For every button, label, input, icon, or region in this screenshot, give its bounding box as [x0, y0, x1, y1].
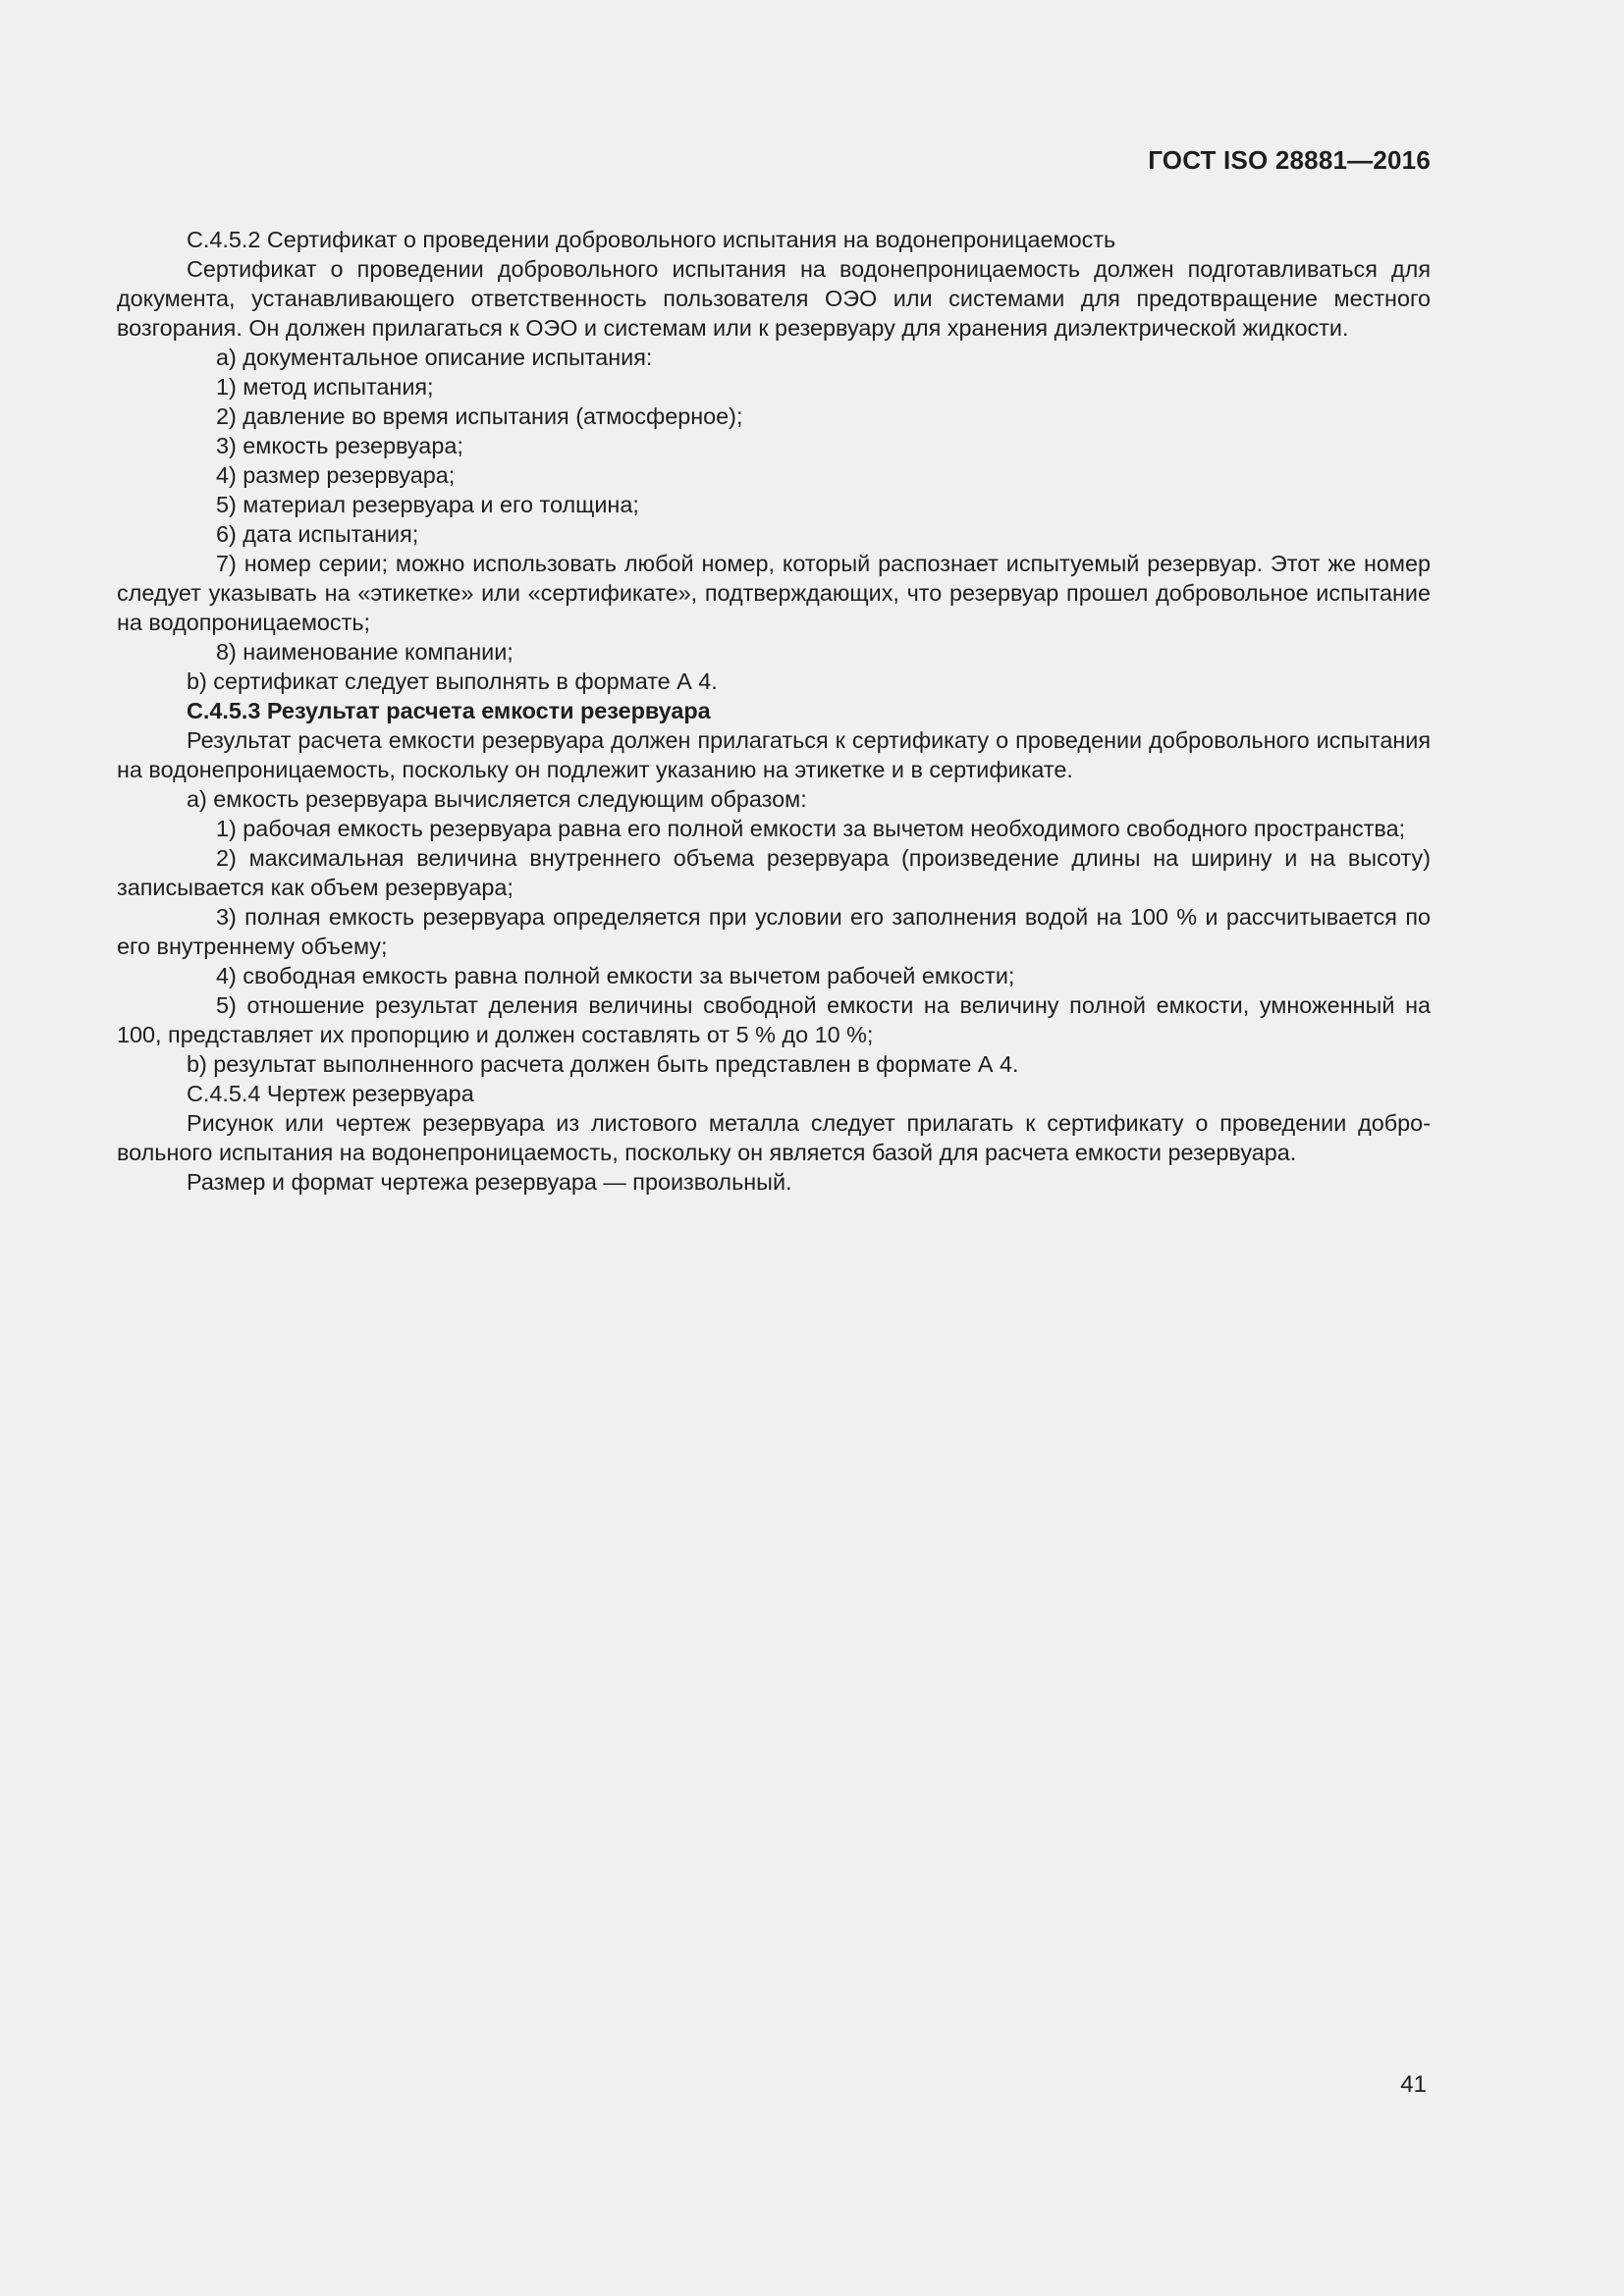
list-item: 1) рабочая емкость резервуара равна его полной емкости за вычетом необходимого свободного пространства; — [216, 816, 1406, 841]
list-item: а) документальное описание испытания: — [216, 345, 653, 370]
document-body — [117, 225, 1431, 1197]
list-item: 3) полная емкость резервуара определяется при условии его заполнения водой на 100 % и рассчитывается по его внутреннему объему; — [117, 904, 1431, 959]
list-item: 5) материал резервуара и его толщина; — [216, 492, 639, 517]
list-item: b) сертификат следует выполнять в формате А 4. — [187, 668, 718, 694]
list-item: 6) дата испытания; — [216, 521, 419, 547]
body-paragraph: Размер и формат чертежа резервуара — произвольный. — [187, 1169, 792, 1195]
section-heading: C.4.5.2 Сертификат о проведении добровольного испытания на водонепроницаемость — [187, 227, 1116, 252]
body-paragraph: Сертификат о проведении добровольного испытания на водонепроницаемость должен подготавливаться для документа, устанавливающего ответственность пользователя ОЭО или системами для предотвращение местного возгорания. Он должен прилагаться к ОЭО и системам или к резервуару для хранения диэлектрической жидкости. — [117, 256, 1431, 341]
list-item: 2) давление во время испытания (атмосферное); — [216, 403, 743, 429]
list-item: 8) наименование компании; — [216, 639, 514, 665]
list-item: 1) метод испытания; — [216, 374, 434, 400]
section-heading: С.4.5.4 Чертеж резервуара — [187, 1081, 474, 1106]
list-item: 4) свободная емкость равна полной емкости за вычетом рабочей емкости; — [216, 963, 1015, 988]
list-item: 3) емкость резервуара; — [216, 433, 463, 458]
section-heading: С.4.5.3 Результат расчета емкости резервуара — [187, 698, 711, 723]
list-item: а) емкость резервуара вычисляется следующим образом: — [187, 786, 807, 812]
list-item: b) результат выполненного расчета должен быть представлен в формате А 4. — [187, 1051, 1019, 1077]
page-number: 41 — [1400, 2071, 1427, 2098]
list-item: 2) максимальная величина внутреннего объема резервуара (произведение длины на ширину и на высоту) записывается как объем резервуара; — [117, 845, 1431, 900]
list-item: 7) номер серии; можно использовать любой номер, который распознает испытуемый резервуар. Этот же номер следует указывать на «этикетке» или «сертификате», подтверждающих, что резервуар прошел добровольное испытание на водопроницаемость; — [117, 551, 1431, 635]
list-item: 4) размер резервуара; — [216, 462, 456, 488]
body-paragraph: Рисунок или чертеж резервуара из листового металла следует прилагать к сертификату о проведении добровольного испытания на водонепроницаемость, поскольку он является базой для расчета емкости резервуара. — [117, 1110, 1431, 1165]
body-paragraph: Результат расчета емкости резервуара должен прилагаться к сертификату о проведении добровольного испытания на водонепроницаемость, поскольку он подлежит указанию на этикетке и в сертификате. — [117, 727, 1431, 782]
document-code-header: ГОСТ ISO 28881—2016 — [1148, 145, 1431, 175]
list-item: 5) отношение результат деления величины свободной емкости на величину полной емкости, умноженный на 100, представляет их пропорцию и должен составлять от 5 % до 10 %; — [117, 992, 1431, 1047]
